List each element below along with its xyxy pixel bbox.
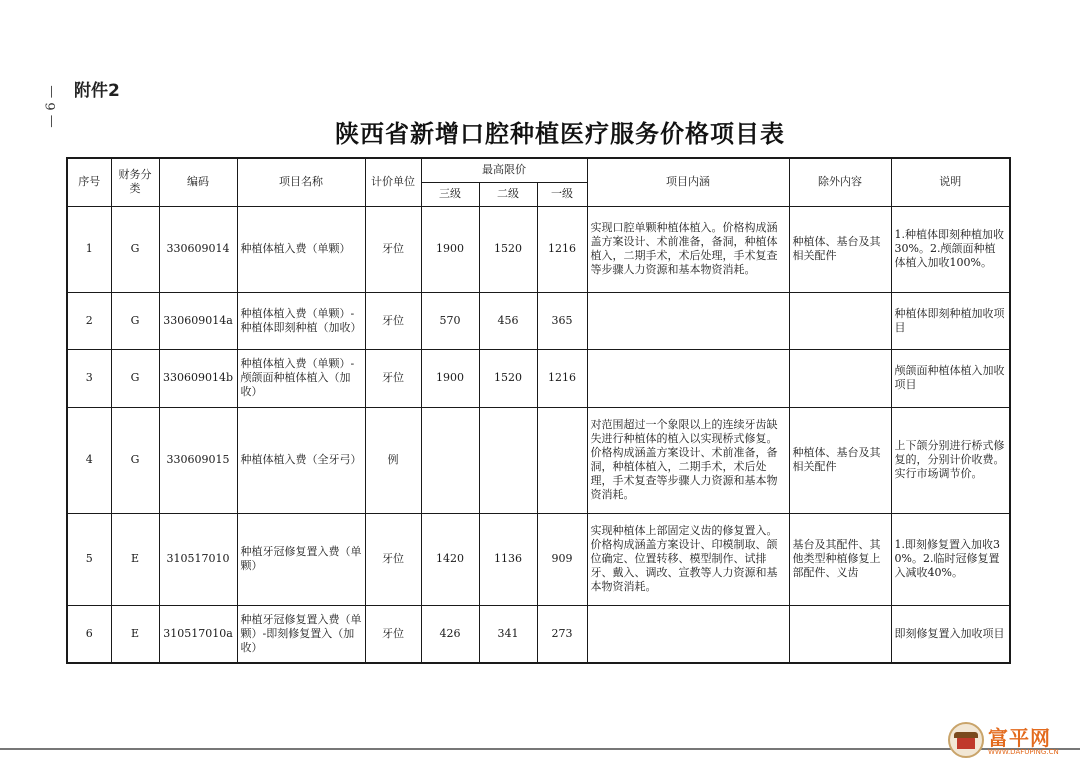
cell-category: G bbox=[111, 292, 159, 349]
header-content: 项目内涵 bbox=[587, 158, 789, 206]
cell-excluded: 种植体、基台及其相关配件 bbox=[789, 206, 891, 292]
cell-code: 330609015 bbox=[159, 407, 237, 513]
cell-level3: 1420 bbox=[421, 513, 479, 605]
cell-content: 对范围超过一个象限以上的连续牙齿缺失进行种植体的植入以实现桥式修复。价格构成涵盖方案设计、术前准备，备洞，种植体植入，二期手术，术后处理，手术复查等步骤人力资源和基本物资消耗。 bbox=[587, 407, 789, 513]
header-category: 财务分类 bbox=[111, 158, 159, 206]
table-row bbox=[67, 513, 1010, 605]
cell-level3: 570 bbox=[421, 292, 479, 349]
site-watermark-logo bbox=[948, 722, 1076, 760]
price-table bbox=[66, 157, 1011, 664]
cell-excluded: 基台及其配件、其他类型种植修复上部配件、义齿 bbox=[789, 513, 891, 605]
cell-code: 310517010a bbox=[159, 605, 237, 663]
cell-excluded: 种植体、基台及其相关配件 bbox=[789, 407, 891, 513]
cell-code: 310517010 bbox=[159, 513, 237, 605]
cell-code: 330609014 bbox=[159, 206, 237, 292]
attachment-label: 附件2 bbox=[74, 81, 120, 101]
header-level2: 二级 bbox=[479, 182, 537, 206]
cell-content bbox=[587, 605, 789, 663]
table-row bbox=[67, 407, 1010, 513]
header-name: 项目名称 bbox=[237, 158, 365, 206]
cell-content: 实现口腔单颗种植体植入。价格构成涵盖方案设计、术前准备，备洞，种植体植入，二期手术，术后处理，手术复查等步骤人力资源和基本物资消耗。 bbox=[587, 206, 789, 292]
cell-content: 实现种植体上部固定义齿的修复置入。价格构成涵盖方案设计、印模制取、颌位确定、位置转移、模型制作、试排牙、戴入、调改、宣教等人力资源和基本物资消耗。 bbox=[587, 513, 789, 605]
cell-name: 种植牙冠修复置入费（单颗） bbox=[237, 513, 365, 605]
cell-name: 种植体植入费（单颗）-种植体即刻种植（加收） bbox=[237, 292, 365, 349]
cell-seq: 5 bbox=[67, 513, 111, 605]
cell-notes: 上下颌分别进行桥式修复的，分别计价收费。实行市场调节价。 bbox=[891, 407, 1010, 513]
cell-excluded bbox=[789, 349, 891, 407]
cell-level1: 365 bbox=[537, 292, 587, 349]
cell-seq: 1 bbox=[67, 206, 111, 292]
cell-level1: 1216 bbox=[537, 349, 587, 407]
header-seq: 序号 bbox=[67, 158, 111, 206]
cell-excluded bbox=[789, 605, 891, 663]
page-bottom-rule bbox=[0, 748, 1080, 750]
cell-level2: 456 bbox=[479, 292, 537, 349]
cell-level1: 909 bbox=[537, 513, 587, 605]
cell-category: G bbox=[111, 407, 159, 513]
cell-excluded bbox=[789, 292, 891, 349]
cell-seq: 4 bbox=[67, 407, 111, 513]
cell-unit: 牙位 bbox=[365, 206, 421, 292]
document-title: 陕西省新增口腔种植医疗服务价格项目表 bbox=[335, 119, 785, 148]
header-notes: 说明 bbox=[891, 158, 1010, 206]
cell-category: E bbox=[111, 605, 159, 663]
table-row bbox=[67, 292, 1010, 349]
cell-level2: 1520 bbox=[479, 349, 537, 407]
cell-code: 330609014b bbox=[159, 349, 237, 407]
table-row bbox=[67, 605, 1010, 663]
cell-level3 bbox=[421, 407, 479, 513]
cell-seq: 2 bbox=[67, 292, 111, 349]
cell-level3: 1900 bbox=[421, 206, 479, 292]
cell-name: 种植体植入费（全牙弓） bbox=[237, 407, 365, 513]
header-code: 编码 bbox=[159, 158, 237, 206]
cell-unit: 牙位 bbox=[365, 292, 421, 349]
cell-name: 种植体植入费（单颗） bbox=[237, 206, 365, 292]
cell-category: G bbox=[111, 349, 159, 407]
cell-name: 种植牙冠修复置入费（单颗）-即刻修复置入（加收） bbox=[237, 605, 365, 663]
cell-category: E bbox=[111, 513, 159, 605]
cell-level2: 1520 bbox=[479, 206, 537, 292]
table-row bbox=[67, 349, 1010, 407]
cell-level3: 426 bbox=[421, 605, 479, 663]
cell-level1 bbox=[537, 407, 587, 513]
cell-level2 bbox=[479, 407, 537, 513]
header-level3: 三级 bbox=[421, 182, 479, 206]
cell-code: 330609014a bbox=[159, 292, 237, 349]
cell-notes: 种植体即刻种植加收项目 bbox=[891, 292, 1010, 349]
table-row bbox=[67, 206, 1010, 292]
cell-name: 种植体植入费（单颗）-颅颌面种植体植入（加收） bbox=[237, 349, 365, 407]
cell-level2: 1136 bbox=[479, 513, 537, 605]
cell-notes: 1.种植体即刻种植加收30%。2.颅颌面种植体植入加收100%。 bbox=[891, 206, 1010, 292]
cell-level1: 273 bbox=[537, 605, 587, 663]
cell-notes: 颅颌面种植体植入加收项目 bbox=[891, 349, 1010, 407]
cell-category: G bbox=[111, 206, 159, 292]
cell-unit: 牙位 bbox=[365, 513, 421, 605]
cell-seq: 6 bbox=[67, 605, 111, 663]
cell-level3: 1900 bbox=[421, 349, 479, 407]
cell-content bbox=[587, 349, 789, 407]
header-level1: 一级 bbox=[537, 182, 587, 206]
cell-content bbox=[587, 292, 789, 349]
cell-seq: 3 bbox=[67, 349, 111, 407]
cell-level2: 341 bbox=[479, 605, 537, 663]
cell-unit: 牙位 bbox=[365, 349, 421, 407]
cell-unit: 例 bbox=[365, 407, 421, 513]
header-unit: 计价单位 bbox=[365, 158, 421, 206]
header-max-price: 最高限价 bbox=[421, 158, 587, 182]
watermark-name: 富平网 bbox=[988, 726, 1051, 750]
cell-unit: 牙位 bbox=[365, 605, 421, 663]
pavilion-icon bbox=[948, 722, 984, 758]
cell-level1: 1216 bbox=[537, 206, 587, 292]
watermark-url: WWW.DAFUPING.CN bbox=[988, 748, 1059, 756]
cell-notes: 即刻修复置入加收项目 bbox=[891, 605, 1010, 663]
cell-notes: 1.即刻修复置入加收30%。2.临时冠修复置入减收40%。 bbox=[891, 513, 1010, 605]
header-excluded: 除外内容 bbox=[789, 158, 891, 206]
page-number: — 6 — bbox=[43, 85, 59, 128]
